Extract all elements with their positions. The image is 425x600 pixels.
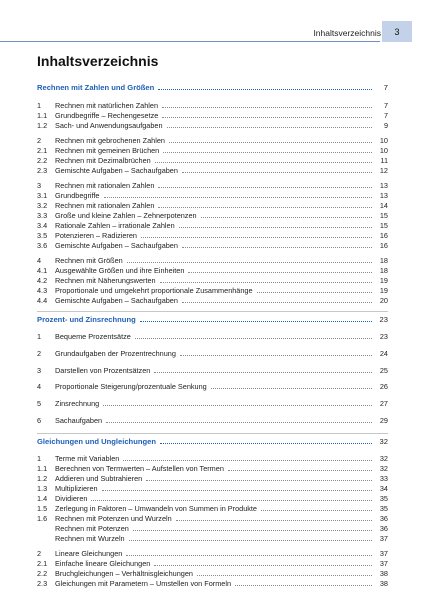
dot-leader [211,388,372,389]
dot-leader [228,470,372,471]
dot-leader [158,187,372,188]
dot-leader [155,162,372,163]
toc-group [37,366,388,378]
dot-leader [182,247,372,248]
page-number-tab [382,21,412,42]
entry-title: Rechnen mit Größen [55,255,123,265]
toc-entry[interactable] [37,494,388,504]
entry-number: 3.5 [37,230,48,240]
entry-page: 29 [379,415,388,425]
entry-number: 6 [37,415,42,425]
dot-leader [182,302,372,303]
dot-leader [106,422,372,423]
toc-entry[interactable] [37,111,388,121]
entry-number: 4 [37,382,42,392]
toc-entry[interactable] [37,332,388,344]
entry-number: 3.2 [37,200,48,210]
entry-title: Rationale Zahlen – irrationale Zahlen [55,220,175,230]
entry-number: 2 [37,135,42,145]
entry-page: 36 [379,524,388,534]
toc-entry[interactable] [37,121,388,131]
entry-page: 37 [379,534,388,544]
section-heading-title: Prozent- und Zinsrechnung [37,314,136,324]
dot-leader [158,207,372,208]
toc-entry[interactable] [37,101,388,111]
entry-page: 9 [383,120,388,130]
entry-title: Sachaufgaben [55,415,103,425]
entry-number: 3.1 [37,190,48,200]
entry-title: Rechnen mit gemeinen Brüchen [55,145,160,155]
entry-title: Rechnen mit rationalen Zahlen [55,200,155,210]
entry-page: 37 [379,559,388,569]
entry-page: 7 [383,100,388,110]
entry-page: 32 [379,454,388,464]
dot-leader [162,117,372,118]
dot-leader [135,338,372,339]
toc-group [37,181,388,251]
entry-title: Rechnen mit Näherungswerten [55,275,156,285]
entry-page: 37 [379,549,388,559]
dot-leader [235,585,372,586]
toc-entry[interactable] [37,416,388,428]
entry-page: 33 [379,474,388,484]
toc-entry[interactable] [37,504,388,514]
header-rule [0,41,380,42]
toc-group [37,549,388,589]
toc-entry[interactable] [37,241,388,251]
toc-entry[interactable] [37,366,388,378]
section-heading-page: 32 [379,436,388,446]
entry-page: 35 [379,494,388,504]
dot-leader [129,540,372,541]
entry-title: Rechnen mit Potenzen [55,524,129,534]
entry-number: 1.1 [37,110,48,120]
toc-entry[interactable] [37,464,388,474]
entry-page: 14 [379,200,388,210]
section-heading[interactable] [37,437,388,449]
entry-title: Darstellen von Prozentsätzen [55,365,151,375]
entry-title: Gemischte Aufgaben – Sachaufgaben [55,240,178,250]
entry-page: 19 [379,275,388,285]
entry-title: Ausgewählte Größen und ihre Einheiten [55,265,185,275]
entry-number: 5 [37,399,42,409]
toc-entry[interactable] [37,579,388,589]
running-title: Inhaltsverzeichnis [313,28,381,38]
entry-number: 4 [37,255,42,265]
dot-leader [140,321,372,322]
dot-leader [180,355,372,356]
toc-entry[interactable] [37,211,388,221]
entry-number: 1.5 [37,504,48,514]
entry-page: 35 [379,504,388,514]
toc-section [37,311,388,428]
toc-group [37,349,388,361]
entry-title: Grundaufgaben der Prozentrechnung [55,348,176,358]
entry-title: Lineare Gleichungen [55,549,123,559]
dot-leader [91,500,372,501]
entry-number: 4.1 [37,265,48,275]
entry-number: 2.2 [37,569,48,579]
section-heading[interactable] [37,315,388,327]
dot-leader [257,292,372,293]
entry-number: 1 [37,100,42,110]
toc-entry[interactable] [37,454,388,464]
entry-page: 36 [379,514,388,524]
entry-page: 19 [379,285,388,295]
entry-page: 13 [379,190,388,200]
toc-entry[interactable] [37,569,388,579]
toc-entry[interactable] [37,484,388,494]
toc-entry[interactable] [37,146,388,156]
toc-entry[interactable] [37,524,388,534]
entry-page: 23 [379,332,388,341]
entry-page: 15 [379,220,388,230]
entry-page: 16 [379,240,388,250]
toc-entry[interactable] [37,276,388,286]
entry-title: Rechnen mit gebrochenen Zahlen [55,135,165,145]
toc-group [37,136,388,176]
entry-page: 18 [379,255,388,265]
entry-title: Rechnen mit rationalen Zahlen [55,180,155,190]
toc-entry[interactable] [37,231,388,241]
dot-leader [261,510,372,511]
toc-group [37,256,388,306]
entry-number: 3.3 [37,210,48,220]
entry-number: 3 [37,365,42,375]
entry-title: Rechnen mit Wurzeln [55,534,125,544]
entry-page: 20 [379,295,388,305]
entry-title: Bruchgleichungen – Verhältnisgleichungen [55,569,193,579]
entry-page: 16 [379,230,388,240]
table-of-contents [37,83,388,594]
entry-number: 1.2 [37,474,48,484]
toc-group [37,454,388,544]
entry-number: 4.2 [37,275,48,285]
entry-number: 4.4 [37,295,48,305]
dot-leader [127,262,372,263]
entry-title: Zerlegung in Faktoren – Umwandeln von Summen in Produkte [55,504,257,514]
entry-title: Grundbegriffe [55,190,100,200]
entry-title: Grundbegriffe – Rechengesetze [55,110,159,120]
entry-page: 26 [379,382,388,392]
dot-leader [102,490,372,491]
entry-page: 10 [379,145,388,155]
section-heading-title: Gleichungen und Ungleichungen [37,436,156,446]
toc-entry[interactable] [37,296,388,306]
dot-leader [141,237,372,238]
toc-group [37,399,388,411]
entry-title: Dividieren [55,494,88,504]
toc-entry[interactable] [37,156,388,166]
entry-page: 34 [379,484,388,494]
toc-entry[interactable] [37,474,388,484]
entry-number: 1.2 [37,120,48,130]
toc-group [37,332,388,344]
entry-number: 2.3 [37,579,48,589]
running-header [0,0,425,42]
entry-title: Rechnen mit Potenzen und Wurzeln [55,514,172,524]
entry-number: 1.1 [37,464,48,474]
entry-title: Einfache lineare Gleichungen [55,559,151,569]
toc-entry[interactable] [37,559,388,569]
entry-number: 2.3 [37,165,48,175]
entry-page: 7 [383,110,388,120]
entry-page: 27 [379,399,388,409]
entry-number: 3.6 [37,240,48,250]
entry-number: 2 [37,549,42,559]
dot-leader [158,89,372,90]
entry-number: 1.3 [37,484,48,494]
toc-group [37,101,388,131]
entry-title: Berechnen von Termwerten – Aufstellen von Termen [55,464,224,474]
entry-number: 1.6 [37,514,48,524]
dot-leader [154,565,372,566]
section-heading-page: 7 [383,83,388,92]
entry-page: 10 [379,135,388,145]
dot-leader [146,480,372,481]
entry-title: Gemischte Aufgaben – Sachaufgaben [55,295,178,305]
page-number: 3 [394,26,400,37]
toc-entry[interactable] [37,136,388,146]
entry-title: Gleichungen mit Parametern – Umstellen von Formeln [55,579,232,589]
entry-title: Proportionale Steigerung/prozentuale Senkung [55,382,207,392]
toc-entry[interactable] [37,266,388,276]
dot-leader [176,520,372,521]
dot-leader [162,107,372,108]
entry-number: 3.4 [37,220,48,230]
entry-page: 18 [379,265,388,275]
toc-entry[interactable] [37,286,388,296]
entry-number: 2.2 [37,155,48,165]
toc-entry[interactable] [37,382,388,394]
toc-group [37,382,388,394]
toc-entry[interactable] [37,534,388,544]
toc-entry[interactable] [37,549,388,559]
entry-title: Potenzieren – Radizieren [55,230,137,240]
dot-leader [160,443,372,444]
toc-entry[interactable] [37,166,388,176]
page-title: Inhaltsverzeichnis [37,53,159,69]
entry-title: Gemischte Aufgaben – Sachaufgaben [55,165,178,175]
dot-leader [197,575,372,576]
entry-page: 25 [379,365,388,375]
entry-title: Rechnen mit natürlichen Zahlen [55,100,159,110]
entry-title: Große und kleine Zahlen – Zehnerpotenzen [55,210,197,220]
dot-leader [167,127,372,128]
toc-section [37,83,388,306]
entry-title: Rechnen mit Dezimalbrüchen [55,155,151,165]
entry-number: 2.1 [37,145,48,155]
toc-group [37,416,388,428]
entry-number: 2 [37,348,42,358]
dot-leader [154,372,372,373]
entry-title: Sach- und Anwendungsaufgaben [55,120,163,130]
entry-page: 38 [379,579,388,589]
entry-number: 4.3 [37,285,48,295]
section-heading-title: Rechnen mit Zahlen und Größen [37,83,155,92]
dot-leader [160,282,372,283]
entry-number: 3 [37,180,42,190]
toc-entry[interactable] [37,514,388,524]
dot-leader [104,197,373,198]
dot-leader [163,152,372,153]
section-heading[interactable] [37,83,388,95]
entry-title: Multiplizieren [55,484,98,494]
entry-title: Proportionale und umgekehrt proportionale Zusammenhänge [55,285,253,295]
entry-page: 24 [379,348,388,358]
dot-leader [126,555,372,556]
entry-number: 1 [37,332,42,341]
entry-page: 32 [379,464,388,474]
dot-leader [133,530,372,531]
entry-number: 2.1 [37,559,48,569]
entry-title: Bequeme Prozentsätze [55,332,131,341]
entry-page: 38 [379,569,388,579]
toc-entry[interactable] [37,399,388,411]
entry-title: Zinsrechnung [55,399,100,409]
entry-title: Terme mit Variablen [55,454,120,464]
toc-entry[interactable] [37,191,388,201]
entry-page: 15 [379,210,388,220]
dot-leader [179,227,372,228]
entry-page: 13 [379,180,388,190]
entry-number: 1 [37,454,42,464]
entry-page: 12 [379,165,388,175]
dot-leader [188,272,372,273]
toc-entry[interactable] [37,181,388,191]
section-heading-page: 23 [379,314,388,324]
dot-leader [169,142,372,143]
dot-leader [182,172,372,173]
dot-leader [201,217,372,218]
entry-title: Addieren und Subtrahieren [55,474,143,484]
entry-page: 11 [380,155,388,165]
toc-section [37,433,388,590]
dot-leader [103,405,372,406]
entry-number: 1.4 [37,494,48,504]
dot-leader [123,460,372,461]
toc-entry[interactable] [37,221,388,231]
toc-entry[interactable] [37,201,388,211]
toc-entry[interactable] [37,256,388,266]
toc-entry[interactable] [37,349,388,361]
